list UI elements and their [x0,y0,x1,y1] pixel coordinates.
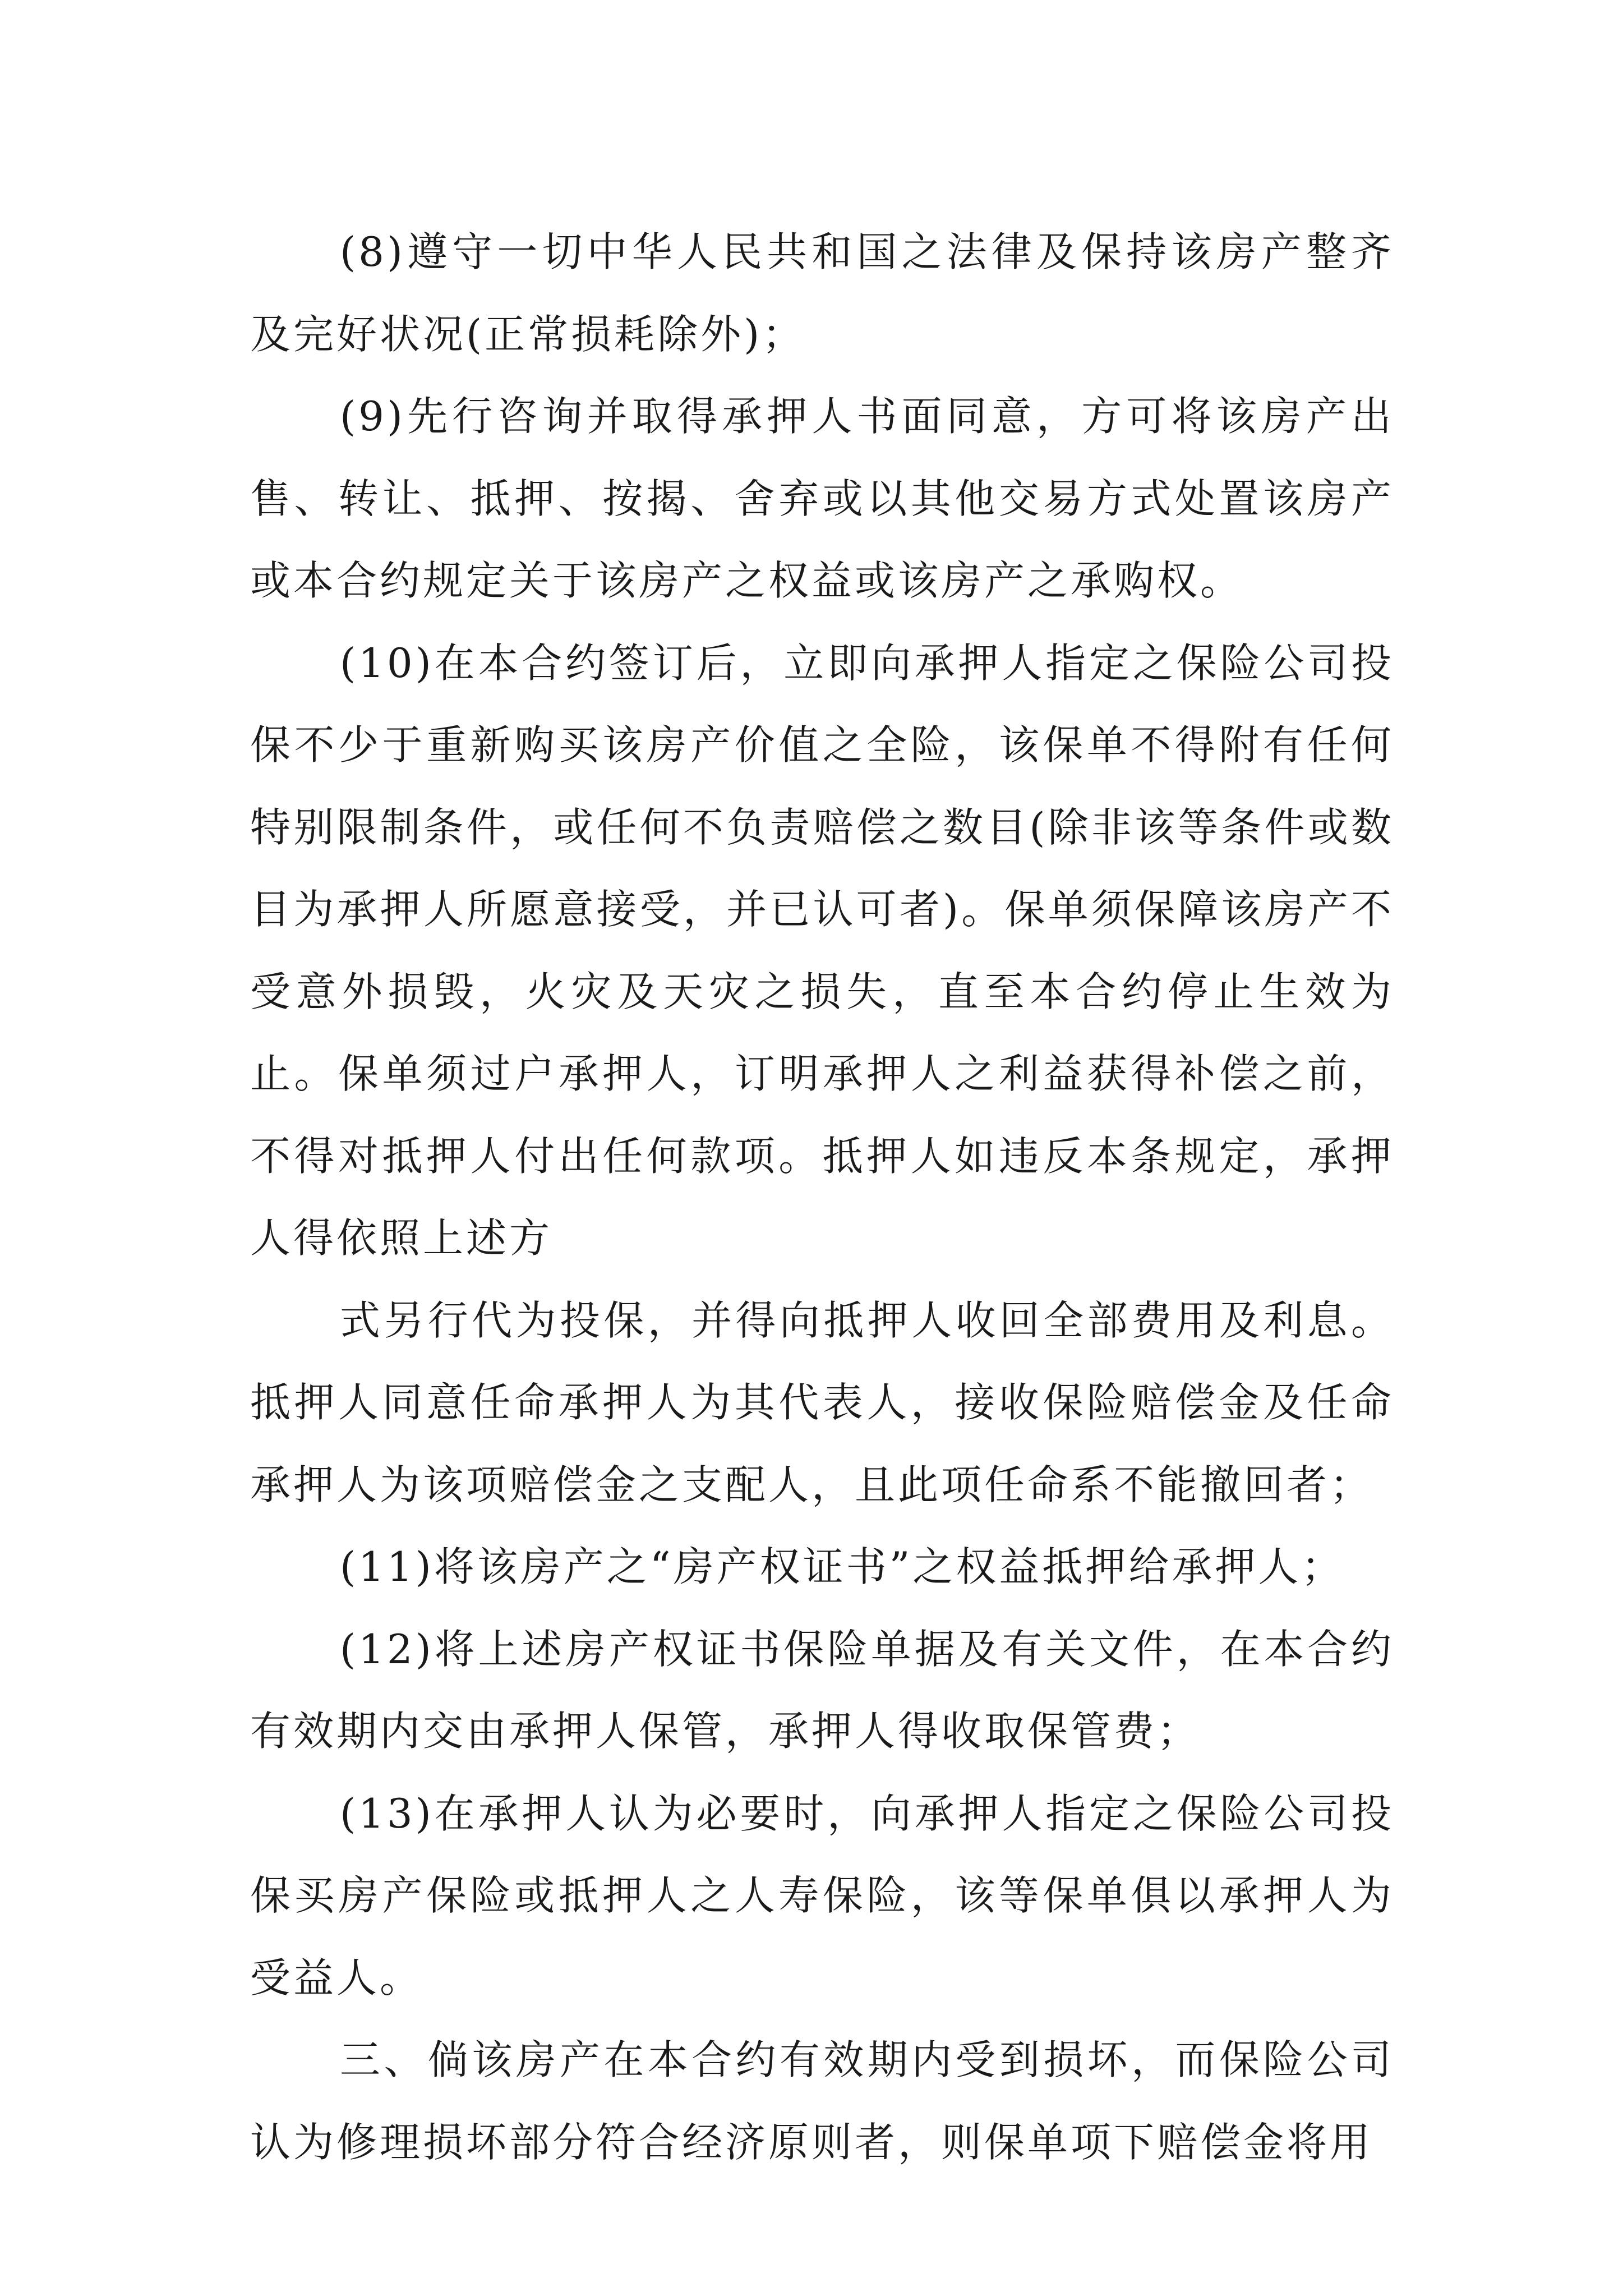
clause-11-paragraph: (11)将该房产之“房产权证书”之权益抵押给承押人； [340,1543,1345,1590]
clause-12-paragraph: (12)将上述房产权证书保险单据及有关文件，在本合约有效期内交由承押人保管，承押人得收取保管费； [250,1625,1394,1755]
clause-10-paragraph: (10)在本合约签订后，立即向承押人指定之保险公司投保不少于重新购买该房产价值之全险，该保单不得附有任何特别限制条件，或任何不负责赔偿之数目(除非该等条件或数目为承押人所愿意接受，并已认可者)。保单须保障该房产不受意外损毁，火灾及天灾之损失，直至本合约停止生效为止。保单须过户承押人，订明承押人之利益获得补偿之前，不得对抵押人付出任何款项。抵押人如违反本条规定，承押人得依照上述方 [250,639,1394,1262]
clause-13-paragraph: (13)在承押人认为必要时，向承押人指定之保险公司投保买房产保险或抵押人之人寿保险，该等保单俱以承押人为受益人。 [250,1789,1394,2001]
section-3-paragraph: 三、倘该房产在本合约有效期内受到损坏，而保险公司认为修理损坏部分符合经济原则者，则保单项下赔偿金将用 [250,2036,1394,2166]
document-body [250,211,1394,2183]
clause-9-paragraph: (9)先行咨询并取得承押人书面同意，方可将该房产出售、转让、抵押、按揭、舍弃或以其他交易方式处置该房产或本合约规定关于该房产之权益或该房产之承购权。 [250,393,1394,604]
clause-8-paragraph: (8)遵守一切中华人民共和国之法律及保持该房产整齐及完好状况(正常损耗除外)； [250,228,1394,358]
clause-10-continuation-paragraph: 式另行代为投保，并得向抵押人收回全部费用及利息。抵押人同意任命承押人为其代表人，接收保险赔偿金及任命承押人为该项赔偿金之支配人，且此项任命系不能撤回者； [250,1296,1394,1508]
